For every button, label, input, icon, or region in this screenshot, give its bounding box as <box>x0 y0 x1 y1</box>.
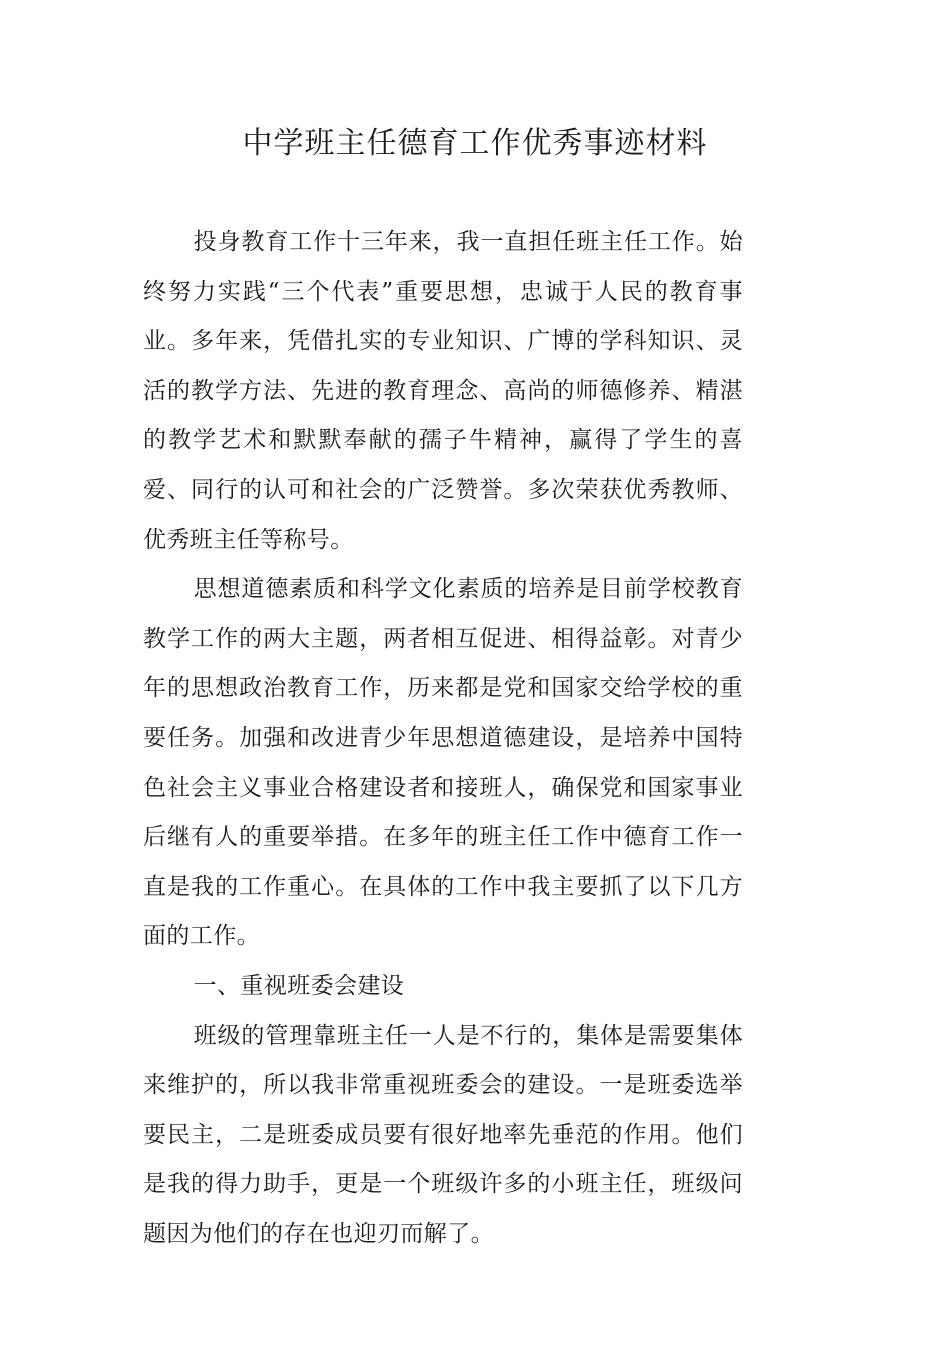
section-heading-class-committee: 一、重视班委会建设 <box>193 972 405 999</box>
paragraph-class-committee: 班级的管理靠班主任一人是不行的，集体是需要集体来维护的，所以我非常重视班委会的建设。一是班委选举要民主，二是班委成员要有很好地率先垂范的作用。他们是我的得力助手，更是一个班级许多的小班主任，班级问题因为他们的存在也迎刃而解了。 <box>143 1022 743 1247</box>
paragraph-intro: 投身教育工作十三年来，我一直担任班主任工作。始终努力实践“三个代表”重要思想，忠诚于人民的教育事业。多年来，凭借扎实的专业知识、广博的学科知识、灵活的教学方法、先进的教育理念、高尚的师德修养、精湛的教学艺术和默默奉献的孺子牛精神，赢得了学生的喜爱、同行的认可和社会的广泛赞誉。多次荣获优秀教师、优秀班主任等称号。 <box>143 229 743 553</box>
document-title: 中学班主任德育工作优秀事迹材料 <box>242 126 708 161</box>
paragraph-moral-education: 思想道德素质和科学文化素质的培养是目前学校教育教学工作的两大主题，两者相互促进、相得益彰。对青少年的思想政治教育工作，历来都是党和国家交给学校的重要任务。加强和改进青少年思想道德建设，是培养中国特色社会主义事业合格建设者和接班人，确保党和国家事业后继有人的重要举措。在多年的班主任工作中德育工作一直是我的工作重心。在具体的工作中我主要抓了以下几方面的工作。 <box>143 576 743 950</box>
document-body <box>143 218 743 1259</box>
